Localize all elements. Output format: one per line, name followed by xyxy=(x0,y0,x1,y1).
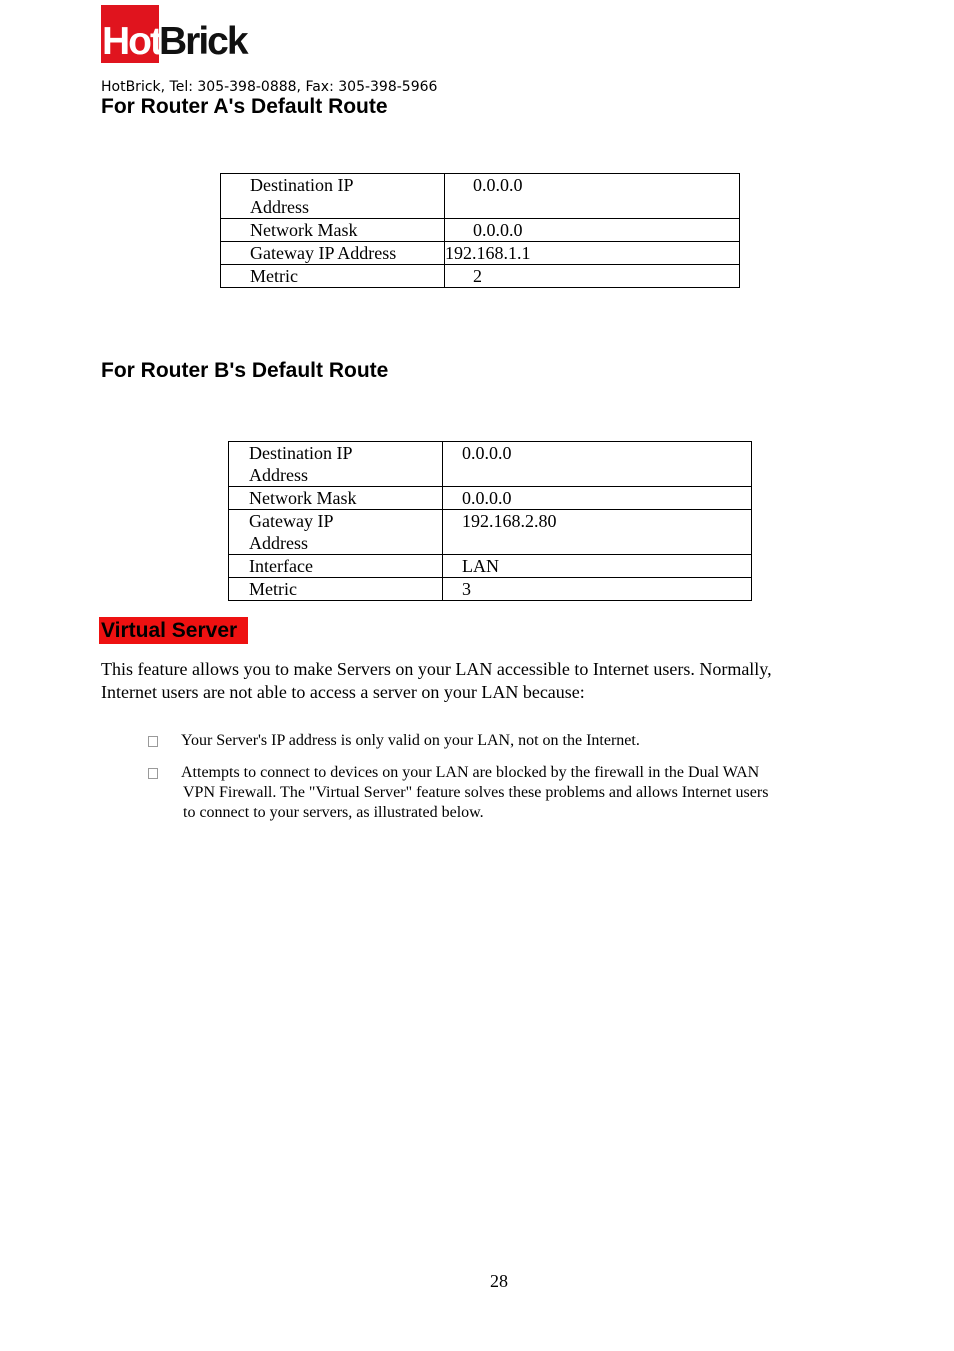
table-row xyxy=(229,442,752,487)
label-line: Destination IP xyxy=(250,175,354,195)
label-line: Address xyxy=(250,197,309,217)
table-cell-value: 0.0.0.0 xyxy=(445,219,740,242)
table-cell-label xyxy=(229,510,443,555)
table-cell-label: Interface xyxy=(229,555,443,578)
table-row xyxy=(221,265,740,288)
table-cell-label: Gateway IP Address xyxy=(221,242,445,265)
intro-line: This feature allows you to make Servers on your LAN accessible to Internet users. Normally, xyxy=(101,659,772,679)
table-cell-value: 2 xyxy=(445,265,740,288)
table-cell-label: Network Mask xyxy=(221,219,445,242)
page-number: 28 xyxy=(490,1271,508,1291)
table-cell-value: 0.0.0.0 xyxy=(445,174,740,219)
table-row xyxy=(229,578,752,601)
table-cell-value: 192.168.2.80 xyxy=(443,510,752,555)
table-cell-value: 3 xyxy=(443,578,752,601)
logo-hot-text: Hot xyxy=(102,20,161,63)
table-cell-value: 0.0.0.0 xyxy=(443,442,752,487)
bullet-box-icon xyxy=(148,736,158,747)
list-item-line: VPN Firewall. The "Virtual Server" feature solves these problems and allows Internet users xyxy=(183,784,769,801)
table-row xyxy=(229,487,752,510)
table-cell-label: Network Mask xyxy=(229,487,443,510)
list-item-line: Attempts to connect to devices on your LAN are blocked by the firewall in the Dual WAN xyxy=(181,764,760,781)
table-row xyxy=(229,510,752,555)
table-cell-value: 0.0.0.0 xyxy=(443,487,752,510)
list-item xyxy=(181,763,841,823)
router-a-heading: For Router A's Default Route xyxy=(101,95,388,118)
table-cell-value: 192.168.1.1 xyxy=(445,242,740,265)
intro-line: Internet users are not able to access a server on your LAN because: xyxy=(101,682,585,702)
logo-brick-text: Brick xyxy=(159,20,247,63)
table-row xyxy=(221,174,740,219)
router-b-table xyxy=(228,441,752,601)
table-cell-label: Metric xyxy=(221,265,445,288)
label-line: Gateway IP xyxy=(249,511,334,531)
table-row xyxy=(229,555,752,578)
list-item: Your Server's IP address is only valid on your LAN, not on the Internet. xyxy=(181,732,640,749)
table-cell-value: LAN xyxy=(443,555,752,578)
router-a-table xyxy=(220,173,740,288)
virtual-server-intro xyxy=(101,658,841,704)
label-line: Address xyxy=(249,465,308,485)
router-b-heading: For Router B's Default Route xyxy=(101,359,389,382)
contact-line: HotBrick, Tel: 305-398-0888, Fax: 305-398-5966 xyxy=(101,79,438,95)
label-line: Destination IP xyxy=(249,443,353,463)
list-item-line: to connect to your servers, as illustrated below. xyxy=(183,804,484,821)
table-row xyxy=(221,242,740,265)
bullet-box-icon xyxy=(148,768,158,779)
table-row xyxy=(221,219,740,242)
table-cell-label xyxy=(229,442,443,487)
label-line: Address xyxy=(249,533,308,553)
table-cell-label xyxy=(221,174,445,219)
virtual-server-heading: Virtual Server xyxy=(99,617,248,644)
table-cell-label: Metric xyxy=(229,578,443,601)
hotbrick-logo xyxy=(101,5,246,63)
